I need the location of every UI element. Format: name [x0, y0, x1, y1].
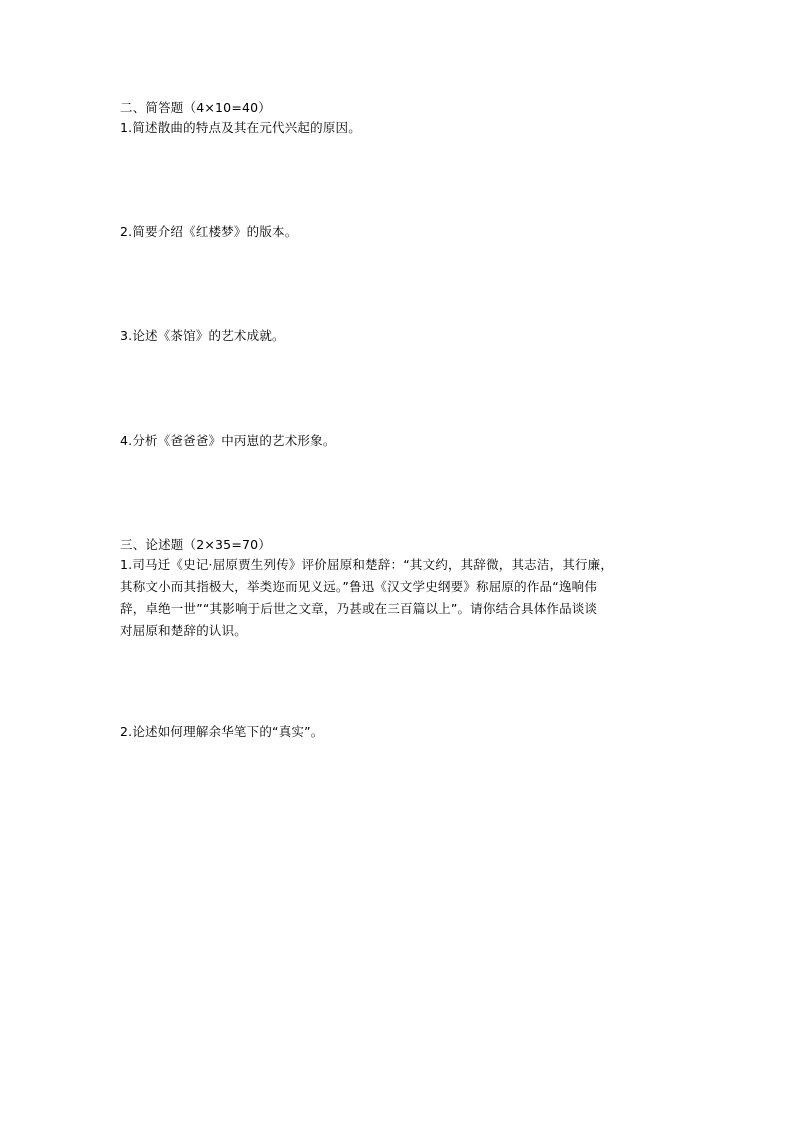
section-heading-short-answer: 二、简答题（4×10=40）: [120, 100, 272, 115]
question-2-1: 1.简述散曲的特点及其在元代兴起的原因。: [120, 120, 361, 135]
question-3-1-line-1: 1.司马迁《史记·屈原贾生列传》评价屈原和楚辞：“其文约，其辞微，其志洁，其行廉，: [120, 557, 614, 572]
question-3-1-line-2: 其称文小而其指极大，举类迩而见义远。”鲁迅《汉文学史纲要》称屈原的作品“逸响伟: [120, 579, 598, 594]
question-2-2: 2.简要介绍《红楼梦》的版本。: [120, 224, 298, 239]
question-2-3: 3.论述《茶馆》的艺术成就。: [120, 328, 285, 343]
question-3-1-line-3: 辞，卓绝一世”“其影响于后世之文章，乃甚或在三百篇以上”。请你结合具体作品谈谈: [120, 601, 598, 616]
section-heading-essay: 三、论述题（2×35=70）: [120, 537, 272, 552]
question-3-2: 2.论述如何理解余华笔下的“真实”。: [120, 724, 324, 739]
question-2-4: 4.分析《爸爸爸》中丙崽的艺术形象。: [120, 433, 336, 448]
question-3-1-line-4: 对屈原和楚辞的认识。: [120, 623, 248, 638]
